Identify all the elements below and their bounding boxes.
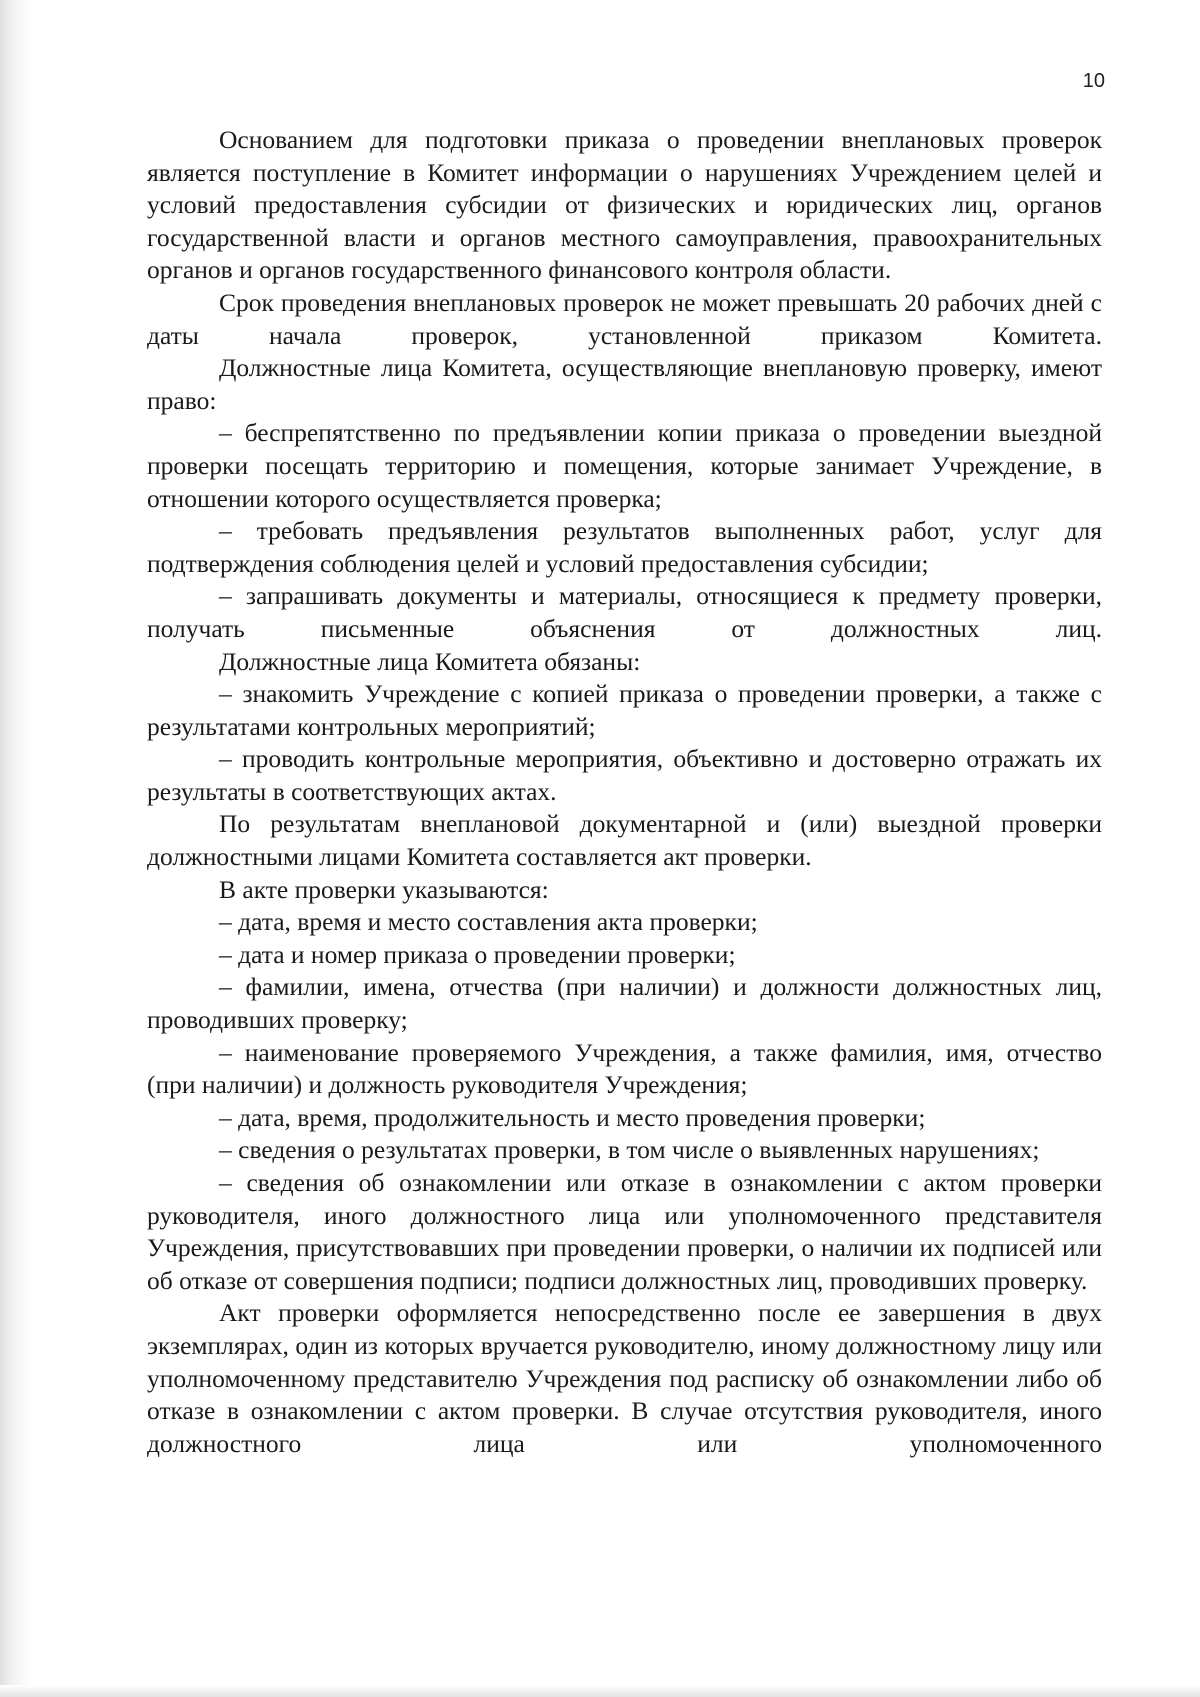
paragraph: По результатам внеплановой документарной и (или) выездной проверки должностными лицами Комитета составляется акт проверки. (147, 809, 1102, 872)
paragraph: Должностные лица Комитета обязаны: (219, 646, 641, 676)
scan-left-edge (0, 0, 32, 1697)
list-item: – проводить контрольные мероприятия, объективно и достоверно отражать их результаты в соответствующих актах. (147, 744, 1102, 806)
scan-bottom-edge (0, 1685, 1200, 1697)
list-item: – запрашивать документы и материалы, относящиеся к предмету проверки, получать письменные объяснения от должностных лиц. (147, 581, 1102, 643)
list-item: – сведения об ознакомлении или отказе в ознакомлении с актом проверки руководителя, иного должностного лица или уполномоченного представителя Учреждения, присутствовавших при проведении проверки, о наличии их подписей или об отказе от совершения подписи; подписи должностных лиц, проводивших проверку. (147, 1168, 1102, 1295)
list-item: – фамилии, имена, отчества (при наличии) и должности должностных лиц, проводивших проверку; (147, 972, 1102, 1035)
list-item: – дата, время, продолжительность и место проведения проверки; (219, 1102, 926, 1132)
paragraph: В акте проверки указываются: (219, 874, 549, 904)
paragraph: Акт проверки оформляется непосредственно после ее завершения в двух экземплярах, один из которых вручается руководителю, иному должностному лицу или уполномоченному представителю Учреждения под расписку об ознакомлении либо об отказе в ознакомлении с актом проверки. В случае отсутствия руководителя, иного должностного лица или уполномоченного (147, 1298, 1102, 1458)
page-number: 10 (1082, 70, 1105, 92)
document-body (147, 124, 1102, 1460)
list-item: – сведения о результатах проверки, в том числе о выявленных нарушениях; (219, 1135, 1040, 1165)
list-item: – знакомить Учреждение с копией приказа о проведении проверки, а также с результатами контрольных мероприятий; (147, 679, 1102, 741)
paragraph: Срок проведения внеплановых проверок не может превышать 20 рабочих дней с даты начала проверок, установленной приказом Комитета. (147, 287, 1102, 350)
list-item: – дата и номер приказа о проведении проверки; (219, 939, 736, 969)
list-item: – дата, время и место составления акта проверки; (219, 907, 758, 937)
list-item: – наименование проверяемого Учреждения, а также фамилия, имя, отчество (при наличии) и должность руководителя Учреждения; (147, 1037, 1102, 1100)
paragraph: Основанием для подготовки приказа о проведении внеплановых проверок является поступление в Комитет информации о нарушениях Учреждением целей и условий предоставления субсидии от физических и юридических лиц, органов государственной власти и органов местного самоуправления, правоохранительных органов и органов государственного финансового контроля области. (147, 125, 1102, 285)
list-item: – беспрепятственно по предъявлении копии приказа о проведении выездной проверки посещать территорию и помещения, которые занимает Учреждение, в отношении которого осуществляется проверка; (147, 418, 1102, 513)
list-item: – требовать предъявления результатов выполненных работ, услуг для подтверждения соблюдения целей и условий предоставления субсидии; (147, 516, 1102, 578)
paragraph: Должностные лица Комитета, осуществляющие внеплановую проверку, имеют право: (147, 353, 1102, 415)
